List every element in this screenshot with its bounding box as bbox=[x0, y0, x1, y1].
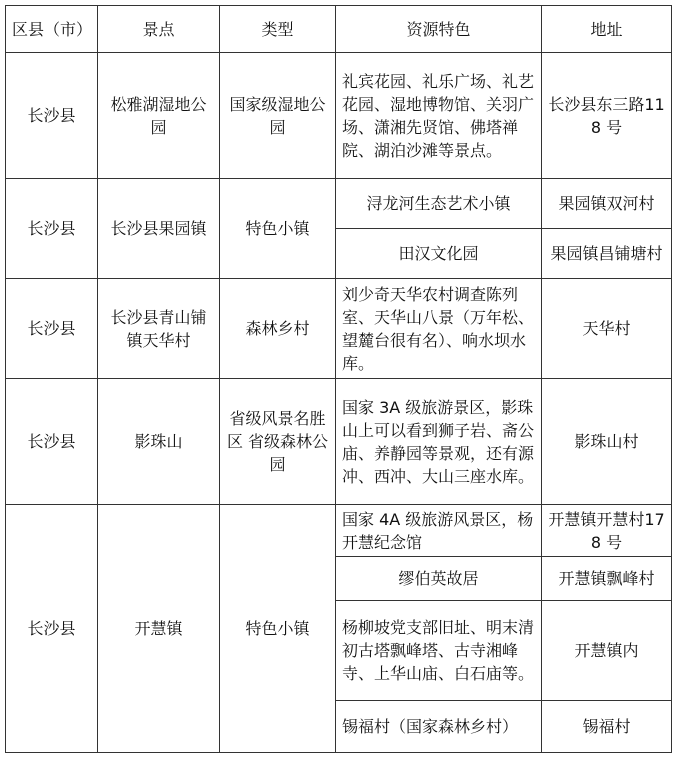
type-cell: 森林乡村 bbox=[220, 279, 336, 379]
county-cell: 长沙县 bbox=[6, 179, 98, 279]
county-cell: 长沙县 bbox=[6, 505, 98, 753]
header-spot: 景点 bbox=[98, 6, 220, 53]
feature-cell: 杨柳坡党支部旧址、明末清初古塔飘峰塔、古寺湘峰寺、上华山庙、白石庙等。 bbox=[336, 601, 542, 701]
feature-cell: 田汉文化园 bbox=[336, 229, 542, 279]
spot-cell: 影珠山 bbox=[98, 379, 220, 505]
type-cell: 特色小镇 bbox=[220, 179, 336, 279]
table-row bbox=[6, 279, 672, 379]
feature-cell: 浔龙河生态艺术小镇 bbox=[336, 179, 542, 229]
feature-cell: 刘少奇天华农村调查陈列室、天华山八景（万年松、望麓台很有名）、响水坝水库。 bbox=[336, 279, 542, 379]
feature-cell: 缪伯英故居 bbox=[336, 557, 542, 601]
address-cell: 天华村 bbox=[542, 279, 672, 379]
spot-cell: 长沙县青山铺镇天华村 bbox=[98, 279, 220, 379]
type-cell: 省级风景名胜区 省级森林公园 bbox=[220, 379, 336, 505]
header-row bbox=[6, 6, 672, 53]
header-type: 类型 bbox=[220, 6, 336, 53]
feature-cell: 礼宾花园、礼乐广场、礼艺花园、湿地博物馆、关羽广场、潇湘先贤馆、佛塔禅院、湖泊沙滩等景点。 bbox=[336, 53, 542, 179]
spot-cell: 松雅湖湿地公园 bbox=[98, 53, 220, 179]
address-cell: 开慧镇飘峰村 bbox=[542, 557, 672, 601]
scenic-spots-table bbox=[5, 5, 672, 753]
table-row bbox=[6, 505, 672, 557]
address-cell: 开慧镇开慧村178 号 bbox=[542, 505, 672, 557]
feature-cell: 国家 3A 级旅游景区，影珠山上可以看到狮子岩、斋公庙、养静园等景观，还有源冲、西冲、大山三座水库。 bbox=[336, 379, 542, 505]
address-cell: 长沙县东三路118 号 bbox=[542, 53, 672, 179]
county-cell: 长沙县 bbox=[6, 379, 98, 505]
county-cell: 长沙县 bbox=[6, 53, 98, 179]
address-cell: 果园镇昌铺塘村 bbox=[542, 229, 672, 279]
type-cell: 特色小镇 bbox=[220, 505, 336, 753]
address-cell: 开慧镇内 bbox=[542, 601, 672, 701]
feature-cell: 锡福村（国家森林乡村） bbox=[336, 701, 542, 753]
spot-cell: 开慧镇 bbox=[98, 505, 220, 753]
address-cell: 果园镇双河村 bbox=[542, 179, 672, 229]
spot-cell: 长沙县果园镇 bbox=[98, 179, 220, 279]
header-feature: 资源特色 bbox=[336, 6, 542, 53]
table-row bbox=[6, 379, 672, 505]
feature-cell: 国家 4A 级旅游风景区，杨开慧纪念馆 bbox=[336, 505, 542, 557]
header-county: 区县（市） bbox=[6, 6, 98, 53]
header-address: 地址 bbox=[542, 6, 672, 53]
table-row bbox=[6, 179, 672, 229]
type-cell: 国家级湿地公园 bbox=[220, 53, 336, 179]
county-cell: 长沙县 bbox=[6, 279, 98, 379]
table-row bbox=[6, 53, 672, 179]
address-cell: 影珠山村 bbox=[542, 379, 672, 505]
address-cell: 锡福村 bbox=[542, 701, 672, 753]
